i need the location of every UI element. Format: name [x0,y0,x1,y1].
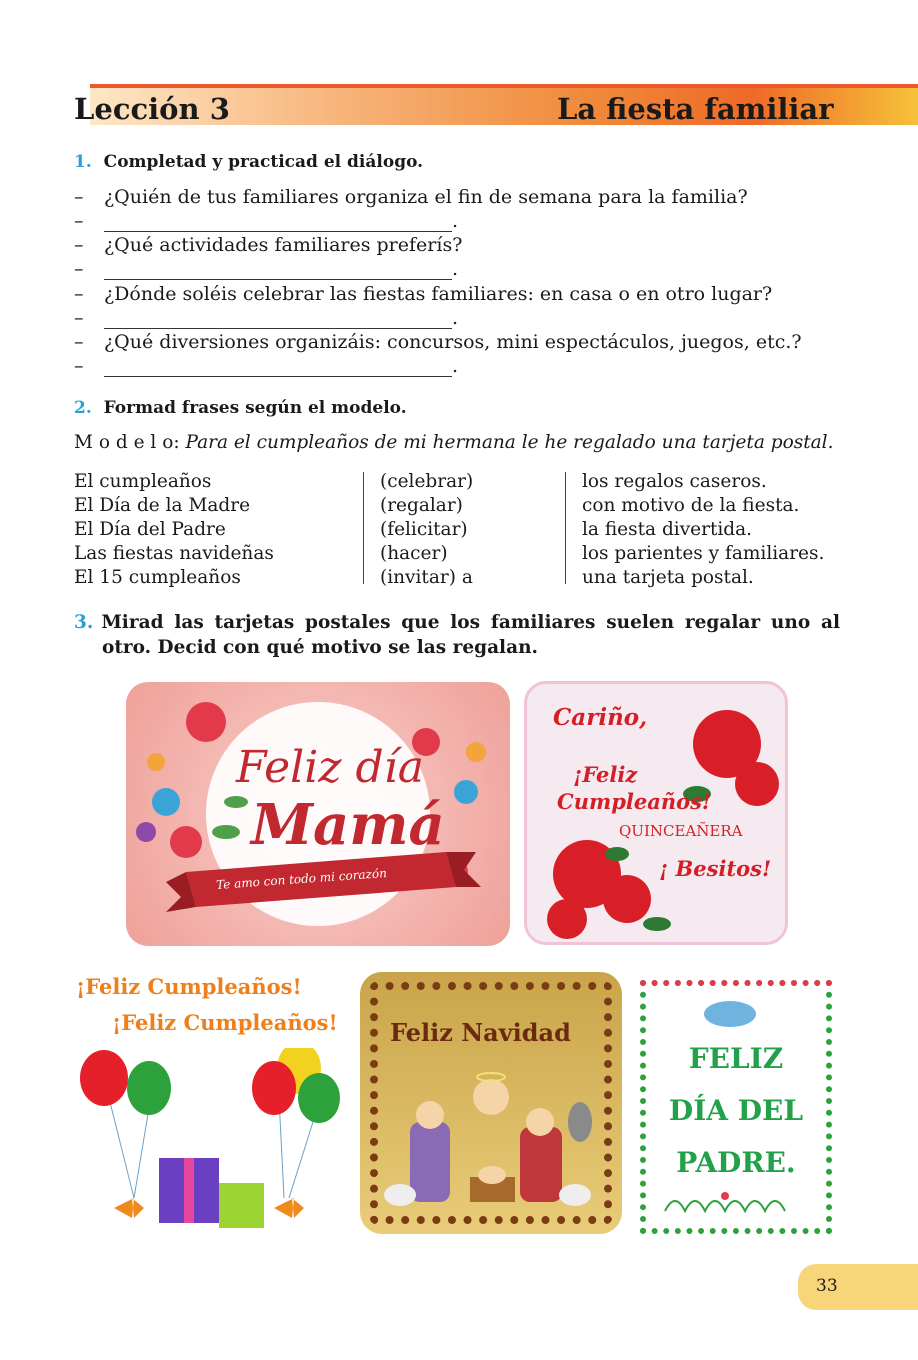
card-text: ¡Feliz [573,762,638,787]
column-item: El 15 cumpleaños [74,567,241,588]
column-item: los regalos caseros. [582,471,767,492]
exercise-3-heading [74,610,840,660]
card-text: Cariño, [553,704,648,731]
card-quinceanera [524,681,788,945]
dash: – [74,355,84,377]
card-mothers-day [126,682,510,946]
lesson-title: Lección 3 [74,92,230,126]
column-divider [363,472,364,584]
dash: – [74,210,84,232]
column-item: Las fiestas navideñas [74,543,274,564]
card-text: ¡Feliz Cumpleaños! [76,974,302,999]
column-item: (hacer) [380,543,448,564]
column-divider [565,472,566,584]
column-item: (invitar) a [380,567,473,588]
card-text: DÍA DEL [668,1094,804,1127]
grass-decoration [660,1186,810,1216]
card-text: Feliz día [236,742,424,793]
card-text: ¡Feliz Cumpleaños! [112,1010,338,1035]
nativity-illustration [380,1067,602,1217]
dash: – [74,234,84,256]
column-item: El cumpleaños [74,471,212,492]
exercise-instruction: otro. Decid con qué motivo se las regalan. [102,637,538,658]
card-text: ¡ Besitos! [659,856,772,881]
question-text: ¿Quién de tus familiares organiza el fin de semana para la familia? [104,186,748,208]
header-strip [90,84,918,88]
answer-blank[interactable] [104,358,452,377]
column-item: con motivo de la fiesta. [582,495,800,516]
card-ribbon-text: Te amo con todo mi corazón [215,866,388,892]
column-item: (regalar) [380,495,463,516]
column-verbs [380,470,473,590]
column-item: los parientes y familiares. [582,543,825,564]
answer-blank[interactable] [104,213,452,232]
model-text: Para el cumpleaños de mi hermana le he regalado una tarjeta postal. [185,432,834,453]
card-text: Feliz Navidad [390,1018,571,1047]
card-birthday [74,968,344,1238]
card-text: QUINCEAÑERA [619,822,743,840]
question-text: ¿Qué actividades familiares preferís? [104,234,463,256]
lesson-topic: La fiesta familiar [557,92,834,126]
dash: – [74,186,84,208]
column-item: El Día del Padre [74,519,226,540]
column-item: una tarjeta postal. [582,567,754,588]
model-sentence [74,432,833,453]
card-text: PADRE. [676,1146,796,1179]
card-text: FELIZ [688,1042,784,1075]
dash: – [74,258,84,280]
exercise-number: 2. [74,398,92,418]
card-text: Mamá [251,792,445,858]
answer-blank[interactable] [104,261,452,280]
exercise-number: 3. [74,612,94,633]
column-item: El Día de la Madre [74,495,251,516]
model-label: M o d e l o: [74,432,180,453]
card-christmas [360,972,622,1234]
exercise-1-heading [74,152,423,172]
card-border-top [640,980,832,988]
exercise-number: 1. [74,152,92,172]
dash: – [74,331,84,353]
exercise-instruction: Mirad las tarjetas postales que los familiares suelen regalar uno al [101,612,840,633]
exercise-2-heading [74,398,407,418]
question-text: ¿Dónde soléis celebrar las fiestas familiares: en casa o en otro lugar? [104,283,773,305]
page-number: 33 [816,1276,838,1296]
exercise-instruction: Completad y practicad el diálogo. [103,152,424,172]
column-item: la fiesta divertida. [582,519,753,540]
answer-blank[interactable] [104,310,452,329]
question-text: ¿Qué diversiones organizáis: concursos, mini espectáculos, juegos, etc.? [104,331,802,353]
card-text: Cumpleaños! [557,789,712,814]
cloud-icon [700,994,760,1030]
column-subjects [74,470,274,590]
card-fathers-day [640,980,832,1234]
dash: – [74,283,84,305]
column-item: (celebrar) [380,471,474,492]
balloons-gifts-illustration [74,1048,344,1238]
exercise-instruction: Formad frases según el modelo. [103,398,407,418]
column-item: (felicitar) [380,519,468,540]
dash: – [74,307,84,329]
column-objects [582,470,824,590]
